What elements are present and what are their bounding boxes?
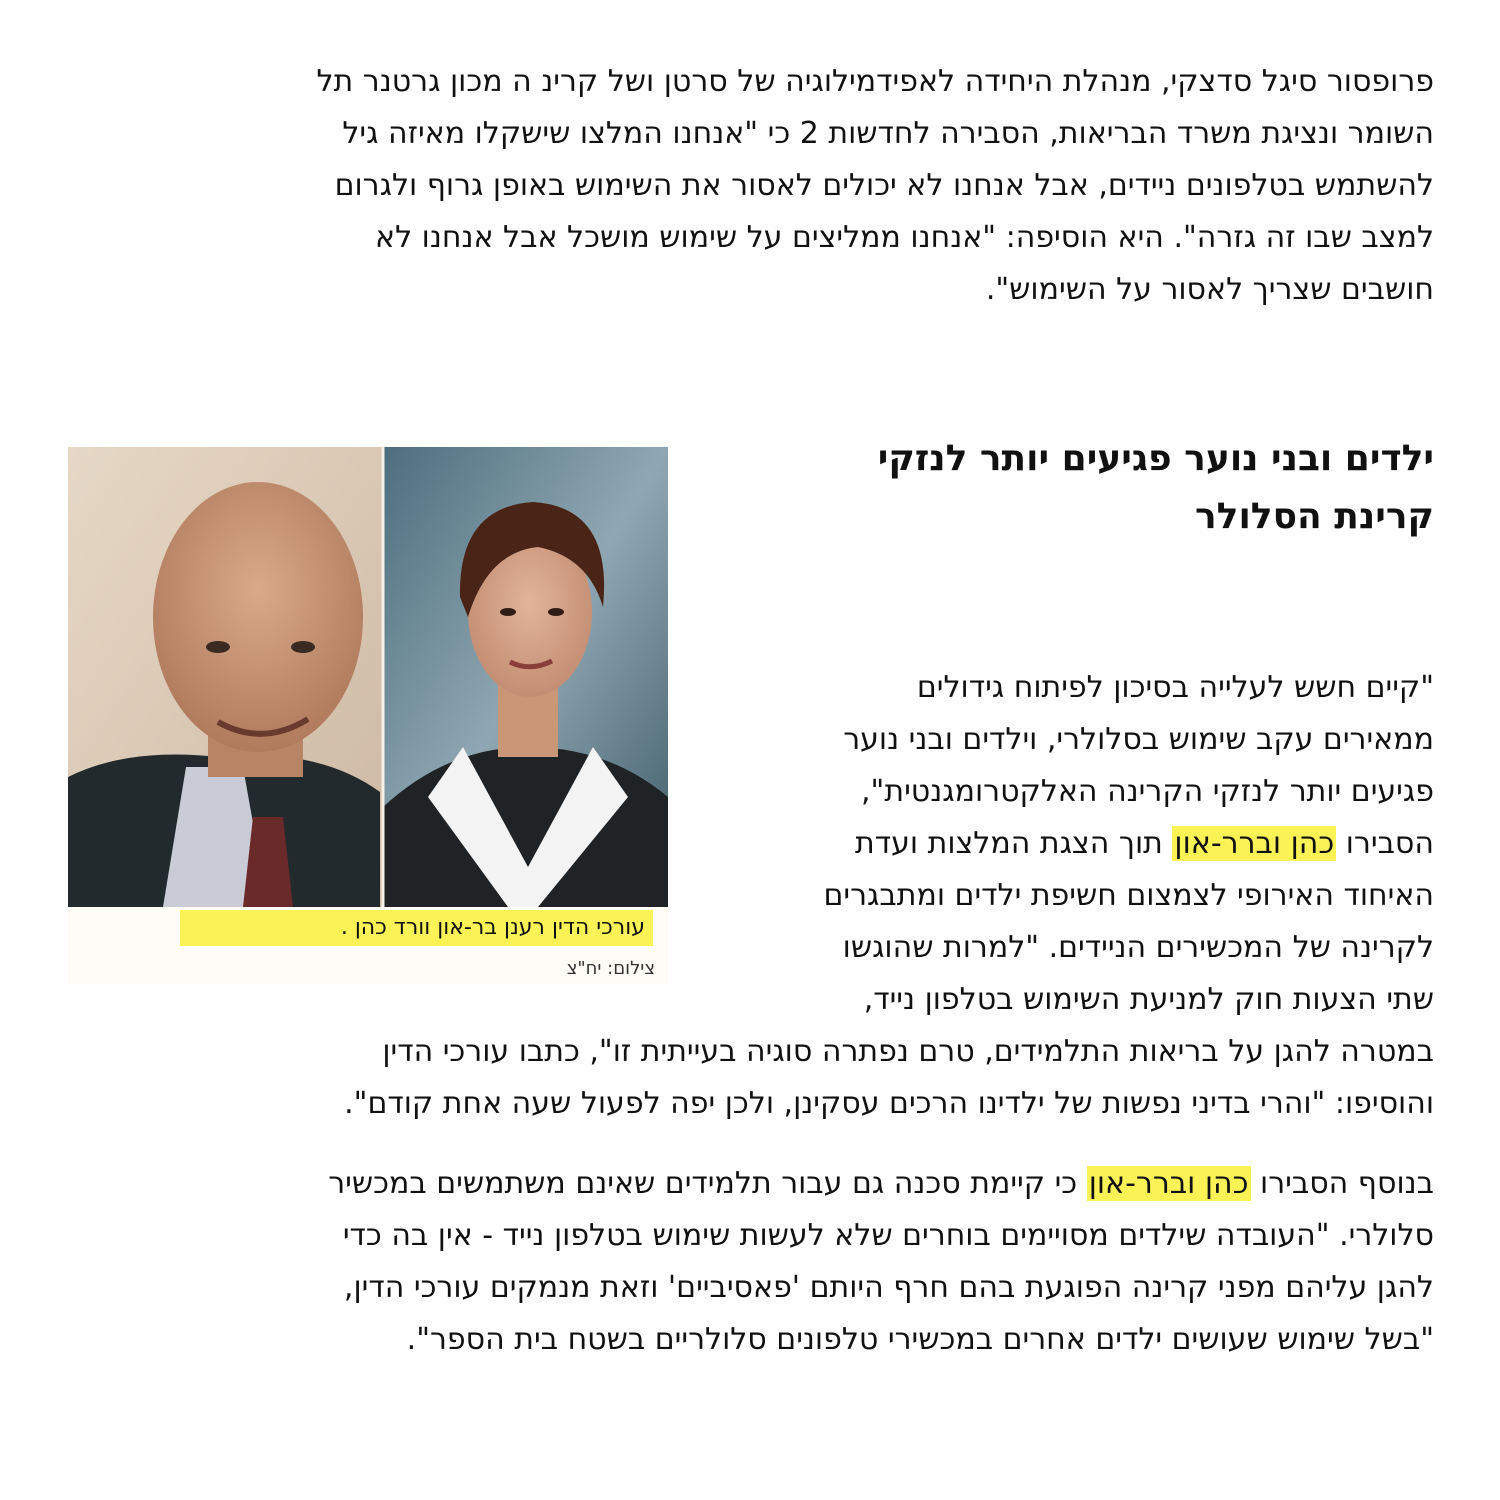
portrait-illustration (68, 447, 668, 984)
quote-line: ממאירים עקב שימוש בסלולרי, וילדים ובני נוער (843, 722, 1434, 757)
intro-line: למצב שבו זה גזרה". היא הוסיפה: "אנחנו ממליצים על שימוש מושכל אבל אנחנו לא (375, 220, 1434, 255)
section-heading: ילדים ובני נוער פגיעים יותר לנזקי (877, 438, 1434, 479)
quote-text: תוך הצגת המלצות ועדת (855, 826, 1163, 861)
intro-line: פרופסור סיגל סדצקי, מנהלת היחידה לאפידמילוגיה של סרטן ושל קרינ ה מכון גרטנר תל (316, 64, 1434, 99)
lawyers-photo (68, 447, 668, 984)
closing-line: "בשל שימוש שעושים ילדים אחרים במכשירי טלפונים סלולריים בשטח בית הספר". (406, 1322, 1434, 1357)
quote-text: הסבירו (1345, 826, 1434, 861)
section-heading: קרינת הסלולר (1194, 496, 1434, 537)
intro-line: להשתמש בטלפונים ניידים, אבל אנחנו לא יכולים לאסור את השימוש באופן גרוף ולגרום (334, 168, 1434, 203)
quote-line: במטרה להגן על בריאות התלמידים, טרם נפתרה סוגיה בעייתית זו", כתבו עורכי הדין (382, 1034, 1434, 1069)
closing-line (114, 1158, 1434, 1210)
closing-text: בנוסף הסבירו (1260, 1166, 1434, 1201)
closing-text: כי קיימת סכנה גם עבור תלמידים שאינם משתמשים במכשיר (328, 1166, 1078, 1201)
photo-credit: צילום: יח"צ (566, 958, 655, 979)
highlighted-names: כהן וברר-און (1088, 1166, 1249, 1201)
photo-caption: עורכי הדין רענן בר-און וורד כהן . (180, 910, 653, 946)
quote-line: "קיים חשש לעלייה בסיכון לפיתוח גידולים (916, 670, 1434, 705)
intro-line: השומר ונציגת משרד הבריאות, הסבירה לחדשות 2 כי "אנחנו המלצו שישקלו מאיזה גיל (342, 116, 1434, 151)
quote-line: והוסיפו: "והרי בדיני נפשות של ילדינו הרכים עסקינן, ולכן יפה לפעול שעה אחת קודם". (344, 1086, 1434, 1121)
quote-line: פגיעים יותר לנזקי הקרינה האלקטרומגנטית", (861, 774, 1434, 809)
intro-line: חושבים שצריך לאסור על השימוש". (985, 272, 1434, 307)
closing-line: סלולרי. "העובדה שילדים מסויימים בוחרים שלא לעשות שימוש בטלפון נייד - אין בה כדי (342, 1218, 1434, 1253)
quote-line: האיחוד האירופי לצמצום חשיפת ילדים ומתבגרים (823, 878, 1434, 913)
highlighted-names: כהן וברר-און (1174, 826, 1335, 861)
quote-line: שתי הצעות חוק למניעת השימוש בטלפון נייד, (863, 982, 1434, 1017)
quote-line: לקרינה של המכשירים הניידים. "למרות שהוגשו (842, 930, 1434, 965)
quote-line (654, 818, 1434, 870)
closing-line: להגן עליהם מפני קרינה הפוגעת בהם חרף היותם 'פאסיביים' וזאת מנמקים עורכי הדין, (343, 1270, 1434, 1305)
